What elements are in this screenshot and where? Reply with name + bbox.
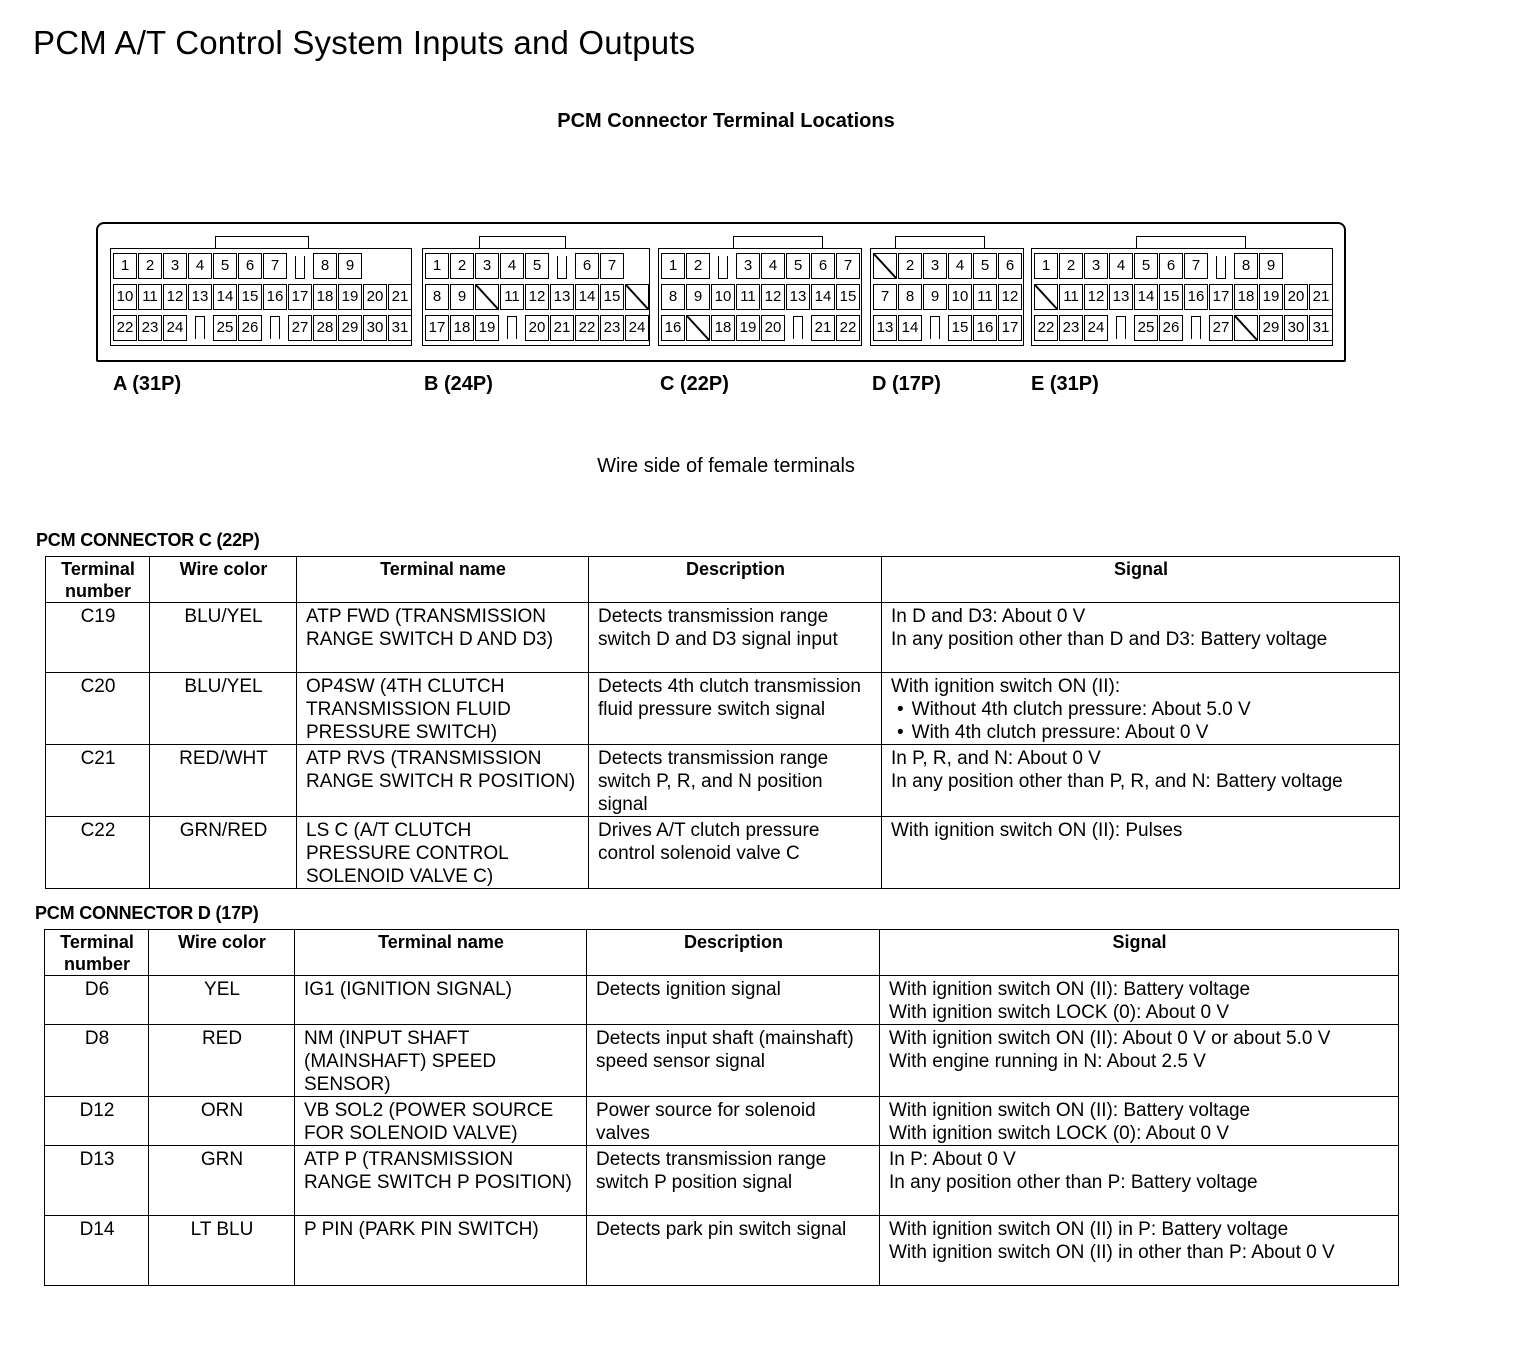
- table-header-row: [45, 930, 1399, 976]
- terminal-row: [873, 284, 1023, 310]
- terminal-pin: 29: [1259, 315, 1283, 341]
- terminal-row: [661, 284, 861, 310]
- terminal-pin: 28: [313, 315, 337, 341]
- table-c-title: PCM CONNECTOR C (22P): [36, 530, 260, 550]
- terminal-pin: 19: [736, 315, 760, 341]
- table-d-title: PCM CONNECTOR D (17P): [35, 903, 259, 923]
- connector-b-label: B (24P): [424, 373, 493, 395]
- terminal-row: [1034, 315, 1334, 341]
- wire-color-cell: GRN: [149, 1146, 295, 1216]
- terminal-pin: 14: [898, 315, 922, 341]
- locking-key: [711, 253, 735, 279]
- signal-line: • With 4th clutch pressure: About 0 V: [891, 721, 1391, 744]
- connector-body: [870, 248, 1024, 346]
- table-row: [45, 1146, 1399, 1216]
- terminal-pin: 11: [138, 284, 162, 310]
- terminal-pin: 11: [500, 284, 524, 310]
- terminal-pin: 7: [1184, 253, 1208, 279]
- terminal-pin: 8: [1234, 253, 1258, 279]
- description-cell: Power source for solenoid valves: [587, 1097, 880, 1146]
- terminal-number-cell: C21: [46, 745, 150, 817]
- signal-line: With engine running in N: About 2.5 V: [889, 1051, 1206, 1072]
- terminal-pin: 6: [811, 253, 835, 279]
- header-description: Description: [587, 930, 880, 976]
- terminal-pin: 17: [425, 315, 449, 341]
- connector-a-label: A (31P): [113, 373, 182, 395]
- terminal-pin: 22: [113, 315, 137, 341]
- signal-line: In any position other than P, R, and N: Battery voltage: [891, 771, 1343, 792]
- locking-key: [1109, 315, 1133, 341]
- terminal-pin: 15: [600, 284, 624, 310]
- terminal-row: [425, 253, 625, 279]
- connector-body: [422, 248, 650, 346]
- terminal-row: [661, 253, 861, 279]
- terminal-pin: 19: [1259, 284, 1283, 310]
- header-wire-color: Wire color: [149, 930, 295, 976]
- terminal-pin: 6: [575, 253, 599, 279]
- terminal-pin: 21: [388, 284, 412, 310]
- terminal-pin: 24: [1084, 315, 1108, 341]
- terminal-pin: 4: [1109, 253, 1133, 279]
- locking-key: [1184, 315, 1208, 341]
- terminal-pin: 12: [998, 284, 1022, 310]
- signal-line: With ignition switch ON (II): Battery voltage: [889, 1100, 1251, 1121]
- terminal-pin: 6: [238, 253, 262, 279]
- terminal-pin: 19: [475, 315, 499, 341]
- terminal-pin: 2: [138, 253, 162, 279]
- terminal-row: [1034, 253, 1284, 279]
- unused-terminal: [1234, 315, 1258, 341]
- signal-line: In any position other than D and D3: Battery voltage: [891, 629, 1328, 650]
- terminal-pin: 12: [761, 284, 785, 310]
- signal-line: With ignition switch ON (II): Battery voltage: [889, 979, 1251, 1000]
- terminal-pin: 25: [213, 315, 237, 341]
- wire-color-cell: ORN: [149, 1097, 295, 1146]
- terminal-pin: 14: [811, 284, 835, 310]
- signal-line: In P: About 0 V: [889, 1149, 1016, 1170]
- terminal-pin: 7: [873, 284, 897, 310]
- terminal-pin: 22: [836, 315, 860, 341]
- terminal-number-cell: D6: [45, 976, 149, 1025]
- terminal-pin: 1: [113, 253, 137, 279]
- description-cell: Detects ignition signal: [587, 976, 880, 1025]
- table-row: [46, 745, 1400, 817]
- terminal-pin: 9: [686, 284, 710, 310]
- signal-line: With ignition switch ON (II) in other than P: About 0 V: [889, 1242, 1335, 1263]
- description-cell: Drives A/T clutch pressure control solenoid valve C: [589, 817, 882, 889]
- signal-cell: [880, 1216, 1399, 1286]
- unused-terminal: [686, 315, 710, 341]
- signal-line: With ignition switch ON (II): About 0 V or about 5.0 V: [889, 1028, 1331, 1049]
- terminal-pin: 27: [1209, 315, 1233, 341]
- terminal-row: [113, 284, 413, 310]
- terminal-pin: 6: [1159, 253, 1183, 279]
- terminal-pin: 30: [363, 315, 387, 341]
- terminal-pin: 2: [450, 253, 474, 279]
- unused-terminal: [475, 284, 499, 310]
- locking-key: [500, 315, 524, 341]
- terminal-pin: 18: [450, 315, 474, 341]
- terminal-name-cell: IG1 (IGNITION SIGNAL): [295, 976, 587, 1025]
- terminal-pin: 15: [1159, 284, 1183, 310]
- table-row: [45, 976, 1399, 1025]
- header-terminal-name: Terminal name: [297, 557, 589, 603]
- terminal-name-cell: ATP P (TRANSMISSION RANGE SWITCH P POSITION): [295, 1146, 587, 1216]
- unused-terminal: [873, 253, 897, 279]
- table-row: [46, 603, 1400, 673]
- table-row: [46, 673, 1400, 745]
- header-signal: Signal: [880, 930, 1399, 976]
- terminal-pin: 18: [711, 315, 735, 341]
- terminal-name-cell: P PIN (PARK PIN SWITCH): [295, 1216, 587, 1286]
- terminal-number-cell: D14: [45, 1216, 149, 1286]
- terminal-pin: 9: [338, 253, 362, 279]
- signal-line: With ignition switch ON (II):: [891, 676, 1121, 697]
- terminal-pin: 10: [113, 284, 137, 310]
- terminal-pin: 13: [786, 284, 810, 310]
- terminal-pin: 5: [213, 253, 237, 279]
- signal-cell: [880, 1097, 1399, 1146]
- terminal-pin: 13: [1109, 284, 1133, 310]
- terminal-row: [661, 315, 861, 341]
- table-row: [46, 817, 1400, 889]
- terminal-row: [425, 315, 650, 341]
- diagram-caption: Wire side of female terminals: [597, 455, 855, 477]
- connector-e-label: E (31P): [1031, 373, 1099, 395]
- terminal-number-cell: C19: [46, 603, 150, 673]
- terminal-pin: 16: [1184, 284, 1208, 310]
- wire-color-cell: BLU/YEL: [150, 673, 297, 745]
- terminal-pin: 2: [1059, 253, 1083, 279]
- table-row: [45, 1025, 1399, 1097]
- wire-color-cell: LT BLU: [149, 1216, 295, 1286]
- terminal-pin: 9: [450, 284, 474, 310]
- terminal-pin: 15: [836, 284, 860, 310]
- connector-body: [1031, 248, 1333, 346]
- signal-line: In P, R, and N: About 0 V: [891, 748, 1101, 769]
- terminal-pin: 13: [550, 284, 574, 310]
- terminal-pin: 5: [973, 253, 997, 279]
- terminal-pin: 20: [525, 315, 549, 341]
- header-terminal-number: Terminal number: [45, 930, 149, 976]
- signal-line: • Without 4th clutch pressure: About 5.0 V: [891, 698, 1391, 721]
- terminal-pin: 6: [998, 253, 1022, 279]
- terminal-pin: 14: [575, 284, 599, 310]
- terminal-pin: 15: [238, 284, 262, 310]
- signal-cell: [882, 673, 1400, 745]
- terminal-pin: 23: [600, 315, 624, 341]
- terminal-pin: 26: [238, 315, 262, 341]
- description-cell: Detects input shaft (mainshaft) speed sensor signal: [587, 1025, 880, 1097]
- terminal-pin: 11: [1059, 284, 1083, 310]
- terminal-pin: 21: [1309, 284, 1333, 310]
- description-cell: Detects 4th clutch transmission fluid pressure switch signal: [589, 673, 882, 745]
- locking-key: [263, 315, 287, 341]
- terminal-name-cell: ATP FWD (TRANSMISSION RANGE SWITCH D AND D3): [297, 603, 589, 673]
- table-d-body: [45, 976, 1399, 1286]
- terminal-pin: 31: [388, 315, 412, 341]
- signal-line: With ignition switch ON (II) in P: Battery voltage: [889, 1219, 1289, 1240]
- terminal-pin: 4: [188, 253, 212, 279]
- terminal-pin: 16: [263, 284, 287, 310]
- terminal-pin: 18: [1234, 284, 1258, 310]
- unused-terminal: [1034, 284, 1058, 310]
- signal-cell: [880, 976, 1399, 1025]
- locking-key: [786, 315, 810, 341]
- terminal-pin: 14: [1134, 284, 1158, 310]
- locking-key: [1209, 253, 1233, 279]
- locking-key: [288, 253, 312, 279]
- terminal-number-cell: C20: [46, 673, 150, 745]
- terminal-row: [425, 284, 650, 310]
- terminal-pin: 16: [661, 315, 685, 341]
- terminal-row: [873, 315, 1023, 341]
- terminal-pin: 8: [313, 253, 337, 279]
- terminal-pin: 20: [1284, 284, 1308, 310]
- terminal-pin: 8: [425, 284, 449, 310]
- terminal-pin: 5: [1134, 253, 1158, 279]
- unused-terminal: [625, 284, 649, 310]
- terminal-pin: 12: [525, 284, 549, 310]
- terminal-pin: 16: [973, 315, 997, 341]
- locking-key: [550, 253, 574, 279]
- locking-key: [188, 315, 212, 341]
- connector-body: [110, 248, 412, 346]
- terminal-pin: 13: [188, 284, 212, 310]
- header-terminal-name: Terminal name: [295, 930, 587, 976]
- terminal-number-cell: D12: [45, 1097, 149, 1146]
- terminal-pin: 1: [425, 253, 449, 279]
- diagram-title: PCM Connector Terminal Locations: [557, 110, 895, 132]
- table-header-row: [46, 557, 1400, 603]
- terminal-pin: 3: [736, 253, 760, 279]
- wire-color-cell: RED: [149, 1025, 295, 1097]
- terminal-number-cell: D8: [45, 1025, 149, 1097]
- terminal-pin: 20: [363, 284, 387, 310]
- terminal-pin: 18: [313, 284, 337, 310]
- terminal-pin: 9: [1259, 253, 1283, 279]
- description-cell: Detects transmission range switch P position signal: [587, 1146, 880, 1216]
- signal-cell: [882, 603, 1400, 673]
- terminal-pin: 4: [500, 253, 524, 279]
- table-c-body: [46, 603, 1400, 889]
- terminal-pin: 19: [338, 284, 362, 310]
- terminal-pin: 4: [761, 253, 785, 279]
- terminal-pin: 24: [163, 315, 187, 341]
- signal-line: With ignition switch LOCK (0): About 0 V: [889, 1002, 1230, 1023]
- connector-c-table: [45, 556, 1400, 889]
- page-title: PCM A/T Control System Inputs and Outputs: [33, 24, 696, 61]
- terminal-pin: 5: [525, 253, 549, 279]
- terminal-row: [113, 253, 363, 279]
- terminal-pin: 17: [1209, 284, 1233, 310]
- terminal-row: [1034, 284, 1334, 310]
- terminal-number-cell: C22: [46, 817, 150, 889]
- header-description: Description: [589, 557, 882, 603]
- header-signal: Signal: [882, 557, 1400, 603]
- description-cell: Detects transmission range switch D and D3 signal input: [589, 603, 882, 673]
- terminal-pin: 5: [786, 253, 810, 279]
- terminal-name-cell: NM (INPUT SHAFT (MAINSHAFT) SPEED SENSOR): [295, 1025, 587, 1097]
- terminal-pin: 4: [948, 253, 972, 279]
- terminal-pin: 24: [625, 315, 649, 341]
- terminal-pin: 2: [686, 253, 710, 279]
- terminal-pin: 2: [898, 253, 922, 279]
- signal-line: With ignition switch LOCK (0): About 0 V: [889, 1123, 1230, 1144]
- terminal-pin: 30: [1284, 315, 1308, 341]
- terminal-pin: 12: [1084, 284, 1108, 310]
- table-row: [45, 1216, 1399, 1286]
- wire-color-cell: GRN/RED: [150, 817, 297, 889]
- terminal-pin: 7: [263, 253, 287, 279]
- signal-cell: [882, 817, 1400, 889]
- signal-cell: [880, 1146, 1399, 1216]
- terminal-pin: 27: [288, 315, 312, 341]
- terminal-pin: 3: [923, 253, 947, 279]
- wire-color-cell: YEL: [149, 976, 295, 1025]
- terminal-name-cell: ATP RVS (TRANSMISSION RANGE SWITCH R POSITION): [297, 745, 589, 817]
- locking-key: [923, 315, 947, 341]
- terminal-pin: 31: [1309, 315, 1333, 341]
- terminal-number-cell: D13: [45, 1146, 149, 1216]
- terminal-name-cell: OP4SW (4TH CLUTCH TRANSMISSION FLUID PRESSURE SWITCH): [297, 673, 589, 745]
- signal-cell: [882, 745, 1400, 817]
- connector-body: [658, 248, 862, 346]
- terminal-pin: 20: [761, 315, 785, 341]
- connector-c-label: C (22P): [660, 373, 729, 395]
- connector-d-table: [44, 929, 1399, 1286]
- terminal-pin: 10: [711, 284, 735, 310]
- terminal-pin: 21: [811, 315, 835, 341]
- terminal-pin: 23: [1059, 315, 1083, 341]
- terminal-pin: 26: [1159, 315, 1183, 341]
- signal-line: With ignition switch ON (II): Pulses: [891, 820, 1183, 841]
- wire-color-cell: BLU/YEL: [150, 603, 297, 673]
- terminal-pin: 9: [923, 284, 947, 310]
- table-row: [45, 1097, 1399, 1146]
- header-terminal-number: Terminal number: [46, 557, 150, 603]
- description-cell: Detects park pin switch signal: [587, 1216, 880, 1286]
- terminal-name-cell: LS C (A/T CLUTCH PRESSURE CONTROL SOLENOID VALVE C): [297, 817, 589, 889]
- terminal-pin: 22: [1034, 315, 1058, 341]
- terminal-pin: 3: [475, 253, 499, 279]
- terminal-pin: 17: [288, 284, 312, 310]
- terminal-pin: 11: [973, 284, 997, 310]
- connector-d-label: D (17P): [872, 373, 941, 395]
- terminal-pin: 7: [600, 253, 624, 279]
- terminal-pin: 1: [1034, 253, 1058, 279]
- terminal-pin: 21: [550, 315, 574, 341]
- terminal-pin: 29: [338, 315, 362, 341]
- terminal-pin: 8: [898, 284, 922, 310]
- terminal-name-cell: VB SOL2 (POWER SOURCE FOR SOLENOID VALVE): [295, 1097, 587, 1146]
- terminal-pin: 23: [138, 315, 162, 341]
- terminal-pin: 7: [836, 253, 860, 279]
- terminal-pin: 12: [163, 284, 187, 310]
- terminal-pin: 25: [1134, 315, 1158, 341]
- terminal-pin: 15: [948, 315, 972, 341]
- signal-cell: [880, 1025, 1399, 1097]
- signal-line: In any position other than P: Battery voltage: [889, 1172, 1258, 1193]
- terminal-row: [113, 315, 413, 341]
- signal-line: In D and D3: About 0 V: [891, 606, 1086, 627]
- terminal-pin: 3: [1084, 253, 1108, 279]
- header-wire-color: Wire color: [150, 557, 297, 603]
- description-cell: Detects transmission range switch P, R, and N position signal: [589, 745, 882, 817]
- terminal-pin: 14: [213, 284, 237, 310]
- wire-color-cell: RED/WHT: [150, 745, 297, 817]
- terminal-pin: 22: [575, 315, 599, 341]
- terminal-pin: 3: [163, 253, 187, 279]
- terminal-pin: 13: [873, 315, 897, 341]
- terminal-pin: 8: [661, 284, 685, 310]
- terminal-pin: 11: [736, 284, 760, 310]
- terminal-pin: 1: [661, 253, 685, 279]
- terminal-pin: 17: [998, 315, 1022, 341]
- terminal-row: [873, 253, 1023, 279]
- terminal-pin: 10: [948, 284, 972, 310]
